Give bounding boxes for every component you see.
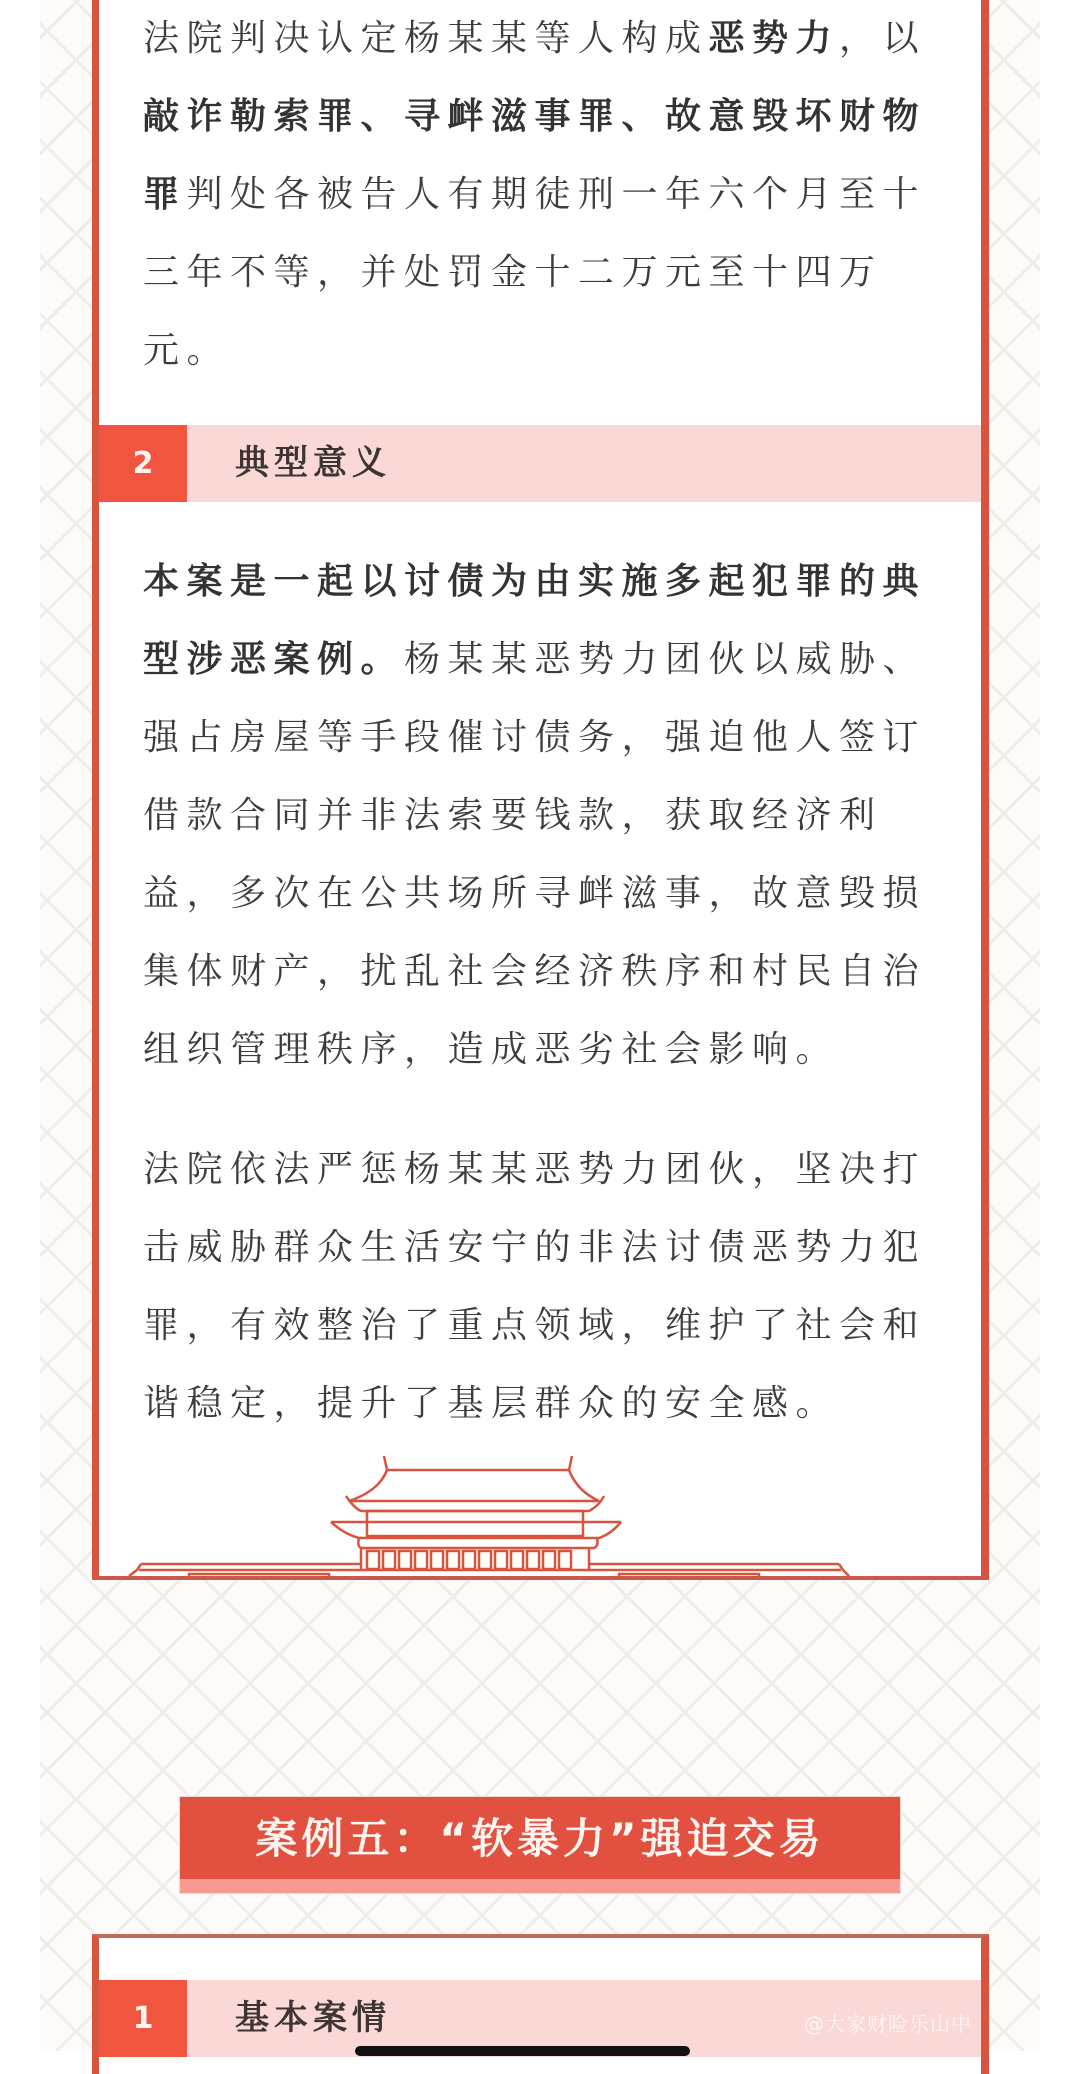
significance-bold-lead: 本案是一起以讨债为由实施多起犯罪的典型涉恶案例。	[143, 561, 927, 680]
source-watermark: @大家财险乐山中	[804, 2012, 972, 2036]
gate-tower-illustration-icon	[99, 1436, 981, 1576]
home-indicator-bar[interactable]	[355, 2046, 690, 2056]
section-title: 典型意义	[235, 443, 391, 483]
case-5-title: 案例五：“软暴力”强迫交易	[255, 1814, 825, 1863]
verdict-text: 法院判决认定杨某某等人构成	[143, 18, 709, 59]
significance-text: 杨某某恶势力团伙以威胁、强占房屋等手段催讨债务，强迫他人签订借款合同并非法索要钱款，获取经济利益，多次在公共场所寻衅滋事，故意毁损集体财产，扰乱社会经济秩序和村民自治组织管理秩序，造成恶劣社会影响。	[143, 639, 927, 1070]
section-number-badge: 1	[99, 1980, 187, 2057]
section-header-typical-significance	[99, 425, 981, 502]
verdict-text: ，以	[839, 18, 927, 59]
section-number-badge: 2	[99, 425, 187, 502]
verdict-bold-term: 恶势力	[708, 18, 840, 59]
case-5-title-banner	[180, 1797, 900, 1893]
case-card-4	[92, 0, 989, 1580]
verdict-text: 判处各被告人有期徒刑一年六个月至十三年不等，并处罚金十二万元至十四万元。	[143, 174, 927, 371]
section-title: 基本案情	[235, 1998, 391, 2038]
significance-paragraph-1	[143, 543, 943, 1089]
significance-paragraph-2: 法院依法严惩杨某某恶势力团伙，坚决打击威胁群众生活安宁的非法讨债恶势力犯罪，有效整治了重点领域，维护了社会和谐稳定，提升了基层群众的安全感。	[143, 1149, 927, 1424]
verdict-paragraph	[143, 0, 943, 390]
verdict-bold-charges: 敲诈勒索罪、寻衅滋事罪、故意毁坏财物罪	[143, 96, 927, 215]
